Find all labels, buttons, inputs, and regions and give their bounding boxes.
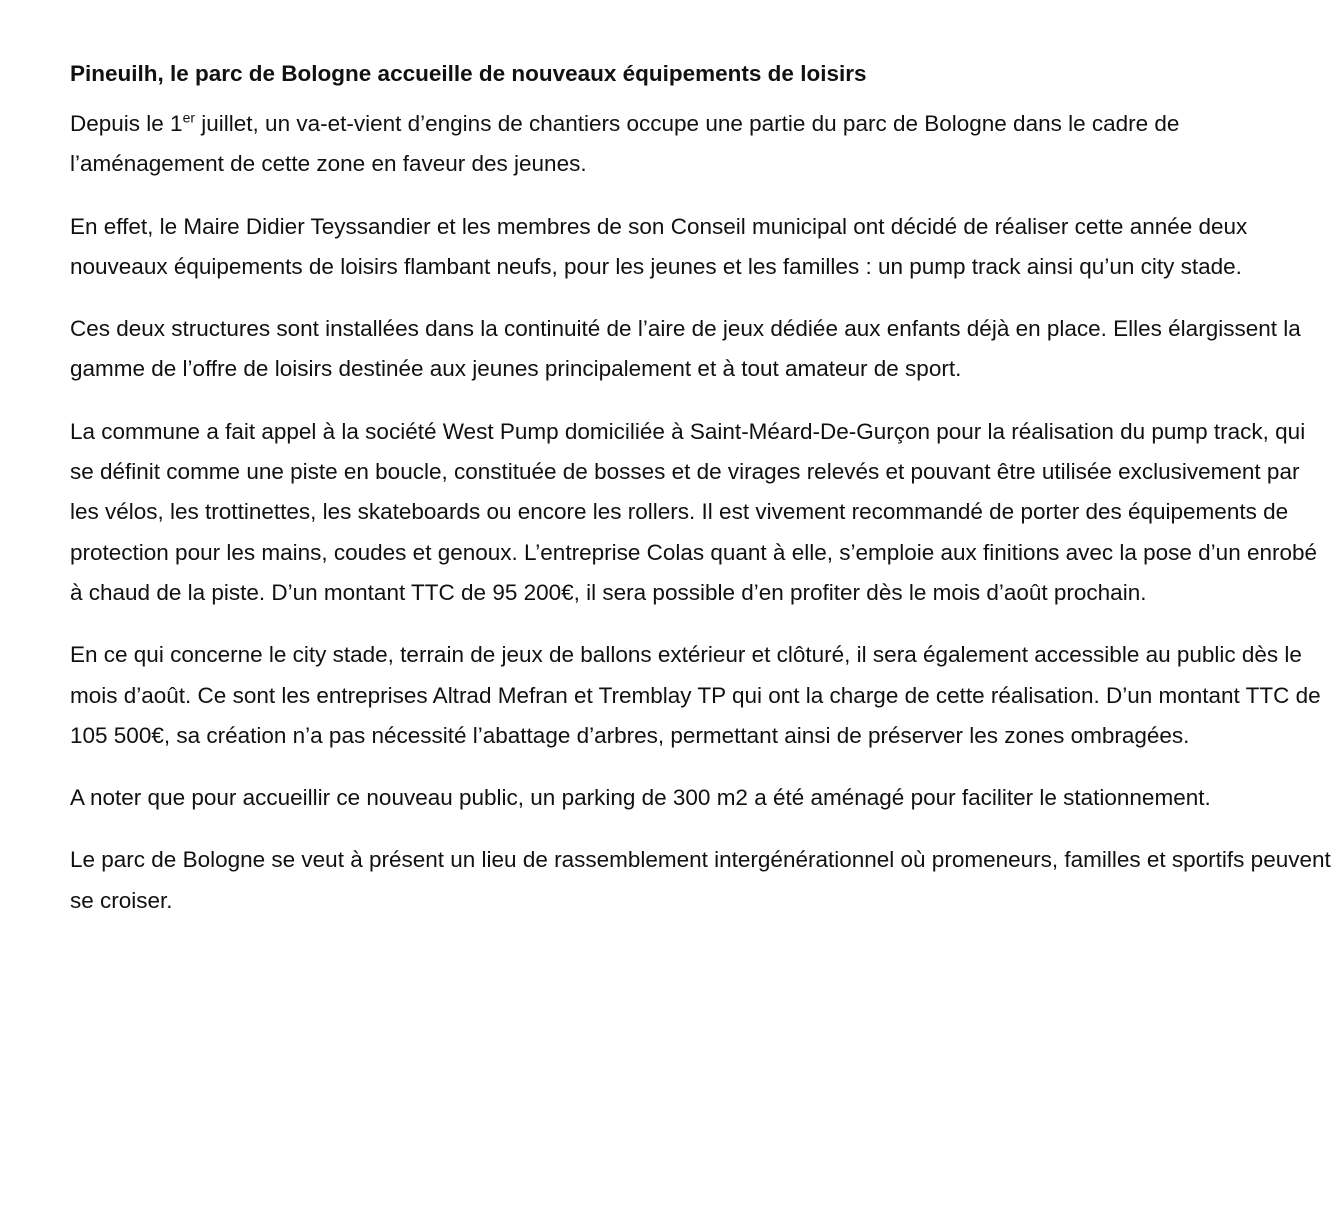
paragraph-intro-start: Depuis le 1 xyxy=(70,111,183,136)
paragraph-decision: En effet, le Maire Didier Teyssandier et les membres de son Conseil municipal ont décidé de réaliser cette année deux nouveaux équipements de loisirs flambant neufs, pour les jeunes et les familles : un pump track ainsi qu’un city stade. xyxy=(70,213,1248,279)
paragraph-city-stade: En ce qui concerne le city stade, terrain de jeux de ballons extérieur et clôturé, il sera également accessible au public dès le mois d’août. Ce sont les entreprises Altrad Mefran et Tremblay TP qui ont la charge de cette réalisation. D’un montant TTC de 105 500€, sa création n’a pas nécessité l’abattage d’arbres, permettant ainsi de préserver les zones ombragées. xyxy=(70,642,1321,748)
paragraph-parking: A noter que pour accueillir ce nouveau public, un parking de 300 m2 a été aménagé pour faciliter le stationnement. xyxy=(70,785,1211,811)
paragraph-structures: Ces deux structures sont installées dans la continuité de l’aire de jeux dédiée aux enfants déjà en place. Elles élargissent la gamme de l’offre de loisirs destinée aux jeunes principalement et à tout amateur de sport. xyxy=(70,316,1301,382)
paragraph-conclusion: Le parc de Bologne se veut à présent un lieu de rassemblement intergénérationnel où promeneurs, familles et sportifs peuvent se croiser. xyxy=(70,847,1331,913)
document-page xyxy=(70,56,1332,921)
ordinal-superscript: er xyxy=(182,109,196,126)
paragraph-intro xyxy=(70,104,1332,185)
paragraph-intro-rest: juillet, un va-et-vient d’engins de chantiers occupe une partie du parc de Bologne dans le cadre de l’aménagement de cette zone en faveur des jeunes. xyxy=(70,111,1180,177)
paragraph-pump-track: La commune a fait appel à la société West Pump domiciliée à Saint-Méard-De-Gurçon pour la réalisation du pump track, qui se définit comme une piste en boucle, constituée de bosses et de virages relevés et pouvant être utilisée exclusivement par les vélos, les trottinettes, les skateboards ou encore les rollers. Il est vivement recommandé de porter des équipements de protection pour les mains, coudes et genoux. L’entreprise Colas quant à elle, s’emploie aux finitions avec la pose d’un enrobé à chaud de la piste. D’un montant TTC de 95 200€, il sera possible d’en profiter dès le mois d’août prochain. xyxy=(70,418,1318,605)
article-title: Pineuilh, le parc de Bologne accueille de nouveaux équipements de loisirs xyxy=(70,61,867,86)
